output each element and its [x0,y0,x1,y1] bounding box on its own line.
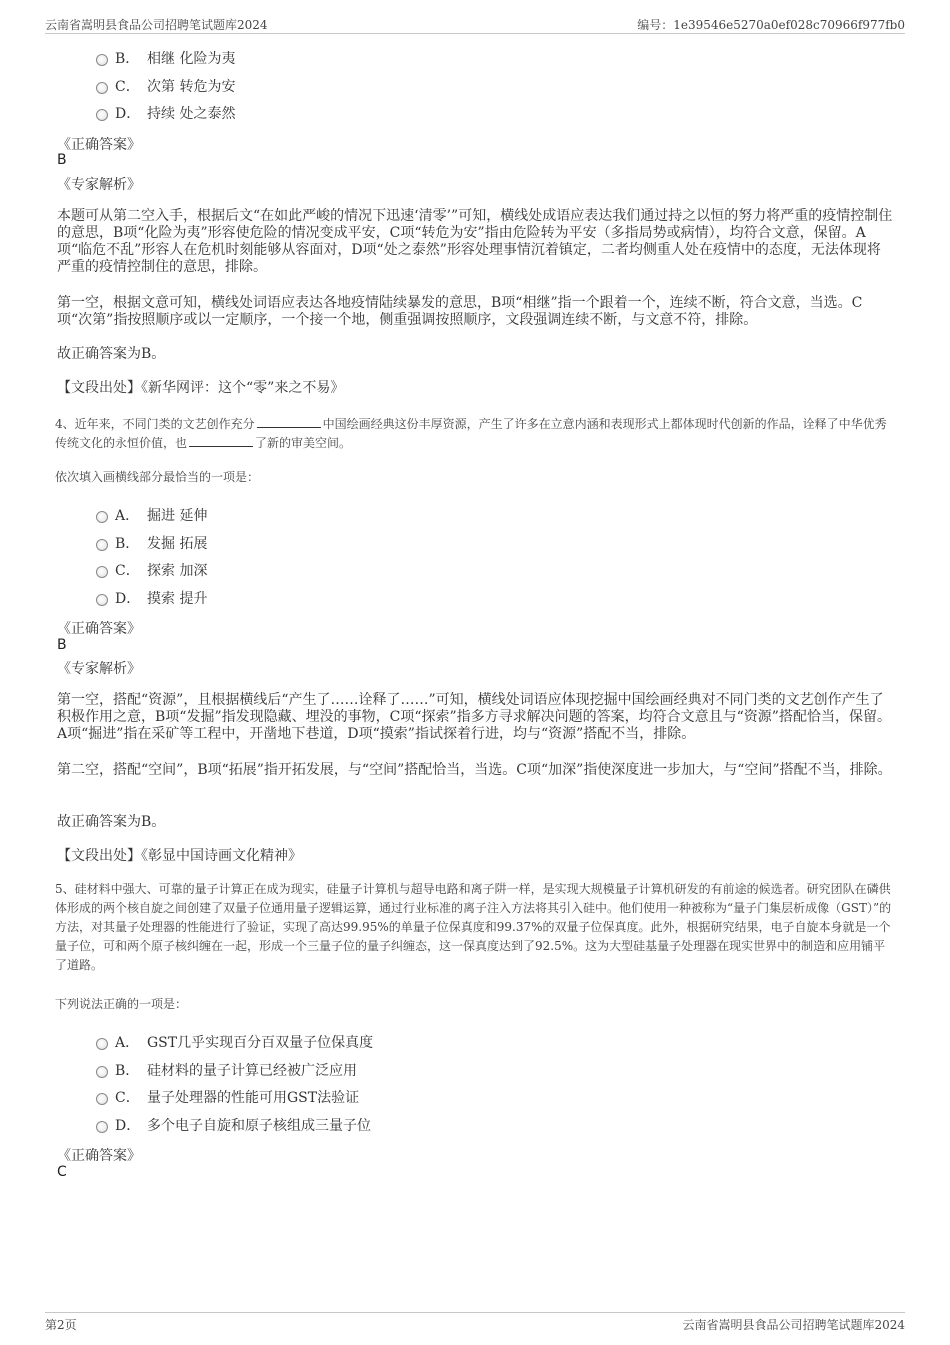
q4-prompt: 依次填入画横线部分最恰当的一项是： [55,470,260,484]
radio-icon[interactable] [96,1066,108,1078]
fill-blank-2 [189,434,253,447]
q3-option-b[interactable]: B． 相继 化险为夷 [96,48,235,68]
q5-answer-label: 《正确答案》 [57,1148,141,1164]
radio-icon[interactable] [96,566,108,578]
q5-answer: C [57,1164,67,1180]
q3-analysis-label: 《专家解析》 [57,177,141,193]
q4-option-d[interactable]: D． 摸索 提升 [96,588,207,608]
q4-analysis-p1: 第一空，搭配“资源”，且根据横线后“产生了……诠释了……”可知，横线处词语应体现挖掘中国绘画经典对不同门类的文艺创作产生了积极作用之意，B项“发掘”指发现隐藏、埋没的事物，C项“探索”指多方寻求解决问题的答案，均符合文意且与“资源”搭配恰当，保留。A项“掘进”指在采矿等工程中，开凿地下巷道，D项“摸索”指试探着行进，均与“资源”搭配不当，排除。 [57,692,891,742]
q3-option-c[interactable]: C． 次第 转危为安 [96,76,235,96]
q3-analysis-p3: 故正确答案为B。 [57,346,166,362]
q5-prompt: 下列说法正确的一项是： [55,997,188,1011]
q3-analysis-p2: 第一空，根据文意可知，横线处词语应表达各地疫情陆续暴发的意思，B项“相继”指一个跟着一个，连续不断，符合文意，当选。C项“次第”指按照顺序或以一定顺序，一个接一个地，侧重强调按照顺序，文段强调连续不断，与文意不符，排除。 [57,295,863,328]
page-number: 第2页 [45,1318,77,1332]
q3-option-d[interactable]: D． 持续 处之泰然 [96,103,235,123]
page-header [45,14,905,34]
q5-option-a[interactable]: A． GST几乎实现百分百双量子位保真度 [96,1032,373,1052]
radio-icon[interactable] [96,109,108,121]
q4-option-b[interactable]: B． 发掘 拓展 [96,533,207,553]
footer-title: 云南省嵩明县食品公司招聘笔试题库2024 [682,1318,905,1332]
radio-icon[interactable] [96,54,108,66]
document-id: 编号：1e39546e5270a0ef028c70966f977fb0 [637,18,905,32]
q5-stem: 5、硅材料中强大、可靠的量子计算正在成为现实，硅量子计算机与超导电路和离子阱一样，是实现大规模量子计算机研发的有前途的候选者。研究团队在磷供体形成的两个核自旋之间创建了双量子位通用量子逻辑运算，通过行业标准的离子注入方法将其引入硅中。他们使用一种被称为“量子门集层析成像（GST）”的方法，对其量子处理器的性能进行了验证，实现了高达99.95%的单量子位保真度和99.37%的双量子位保真度。此外，根据研究结果，电子自旋本身就是一个量子位，可和两个原子核纠缠在一起，形成一个三量子位的量子纠缠态，这一保真度达到了92.5%。这为大型硅基量子处理器在现实世界中的制造和应用铺平了道路。 [55,882,892,972]
q4-stem: 4、近年来，不同门类的文艺创作充分 中国绘画经典这份丰厚资源，产生了许多在立意内涵和表现形式上都体现时代创新的作品，诠释了中华优秀传统文化的永恒价值，也 了新的审美空间。 [55,417,887,450]
q4-answer-label: 《正确答案》 [57,621,141,637]
radio-icon[interactable] [96,511,108,523]
q5-option-b[interactable]: B． 硅材料的量子计算已经被广泛应用 [96,1060,357,1080]
radio-icon[interactable] [96,1038,108,1050]
radio-icon[interactable] [96,82,108,94]
radio-icon[interactable] [96,1093,108,1105]
q3-source: 【文段出处】《新华网评：这个“零”来之不易》 [57,380,345,396]
header-title: 云南省嵩明县食品公司招聘笔试题库2024 [45,18,268,32]
radio-icon[interactable] [96,539,108,551]
q3-analysis-p1: 本题可从第二空入手，根据后文“在如此严峻的情况下迅速‘清零’”可知，横线处成语应表达我们通过持之以恒的努力将严重的疫情控制住的意思，B项“化险为夷”形容使危险的情况变成平安，C项“转危为安”指由危险转为平安（多指局势或病情），均符合文意，保留。A项“临危不乱”形容人在危机时刻能够从容面对，D项“处之泰然”形容处理事情沉着镇定，二者均侧重人处在疫情中的态度，无法体现将严重的疫情控制住的意思，排除。 [57,208,893,275]
q4-answer: B [57,637,67,653]
q3-answer-label: 《正确答案》 [57,137,141,153]
q4-analysis-label: 《专家解析》 [57,661,141,677]
q4-option-a[interactable]: A． 掘进 延伸 [96,505,207,525]
q4-analysis-p3: 故正确答案为B。 [57,814,166,830]
radio-icon[interactable] [96,594,108,606]
q4-option-c[interactable]: C． 探索 加深 [96,560,207,580]
radio-icon[interactable] [96,1121,108,1133]
q4-source: 【文段出处】《彰显中国诗画文化精神》 [57,848,302,864]
q4-analysis-p2: 第二空，搭配“空间”，B项“拓展”指开拓发展，与“空间”搭配恰当，当选。C项“加深”指使深度进一步加大，与“空间”搭配不当，排除。 [57,762,892,778]
q5-option-c[interactable]: C． 量子处理器的性能可用GST法验证 [96,1087,359,1107]
q5-option-d[interactable]: D． 多个电子自旋和原子核组成三量子位 [96,1115,371,1135]
fill-blank-1 [257,415,321,428]
q3-answer: B [57,152,67,168]
page-footer [45,1312,905,1335]
